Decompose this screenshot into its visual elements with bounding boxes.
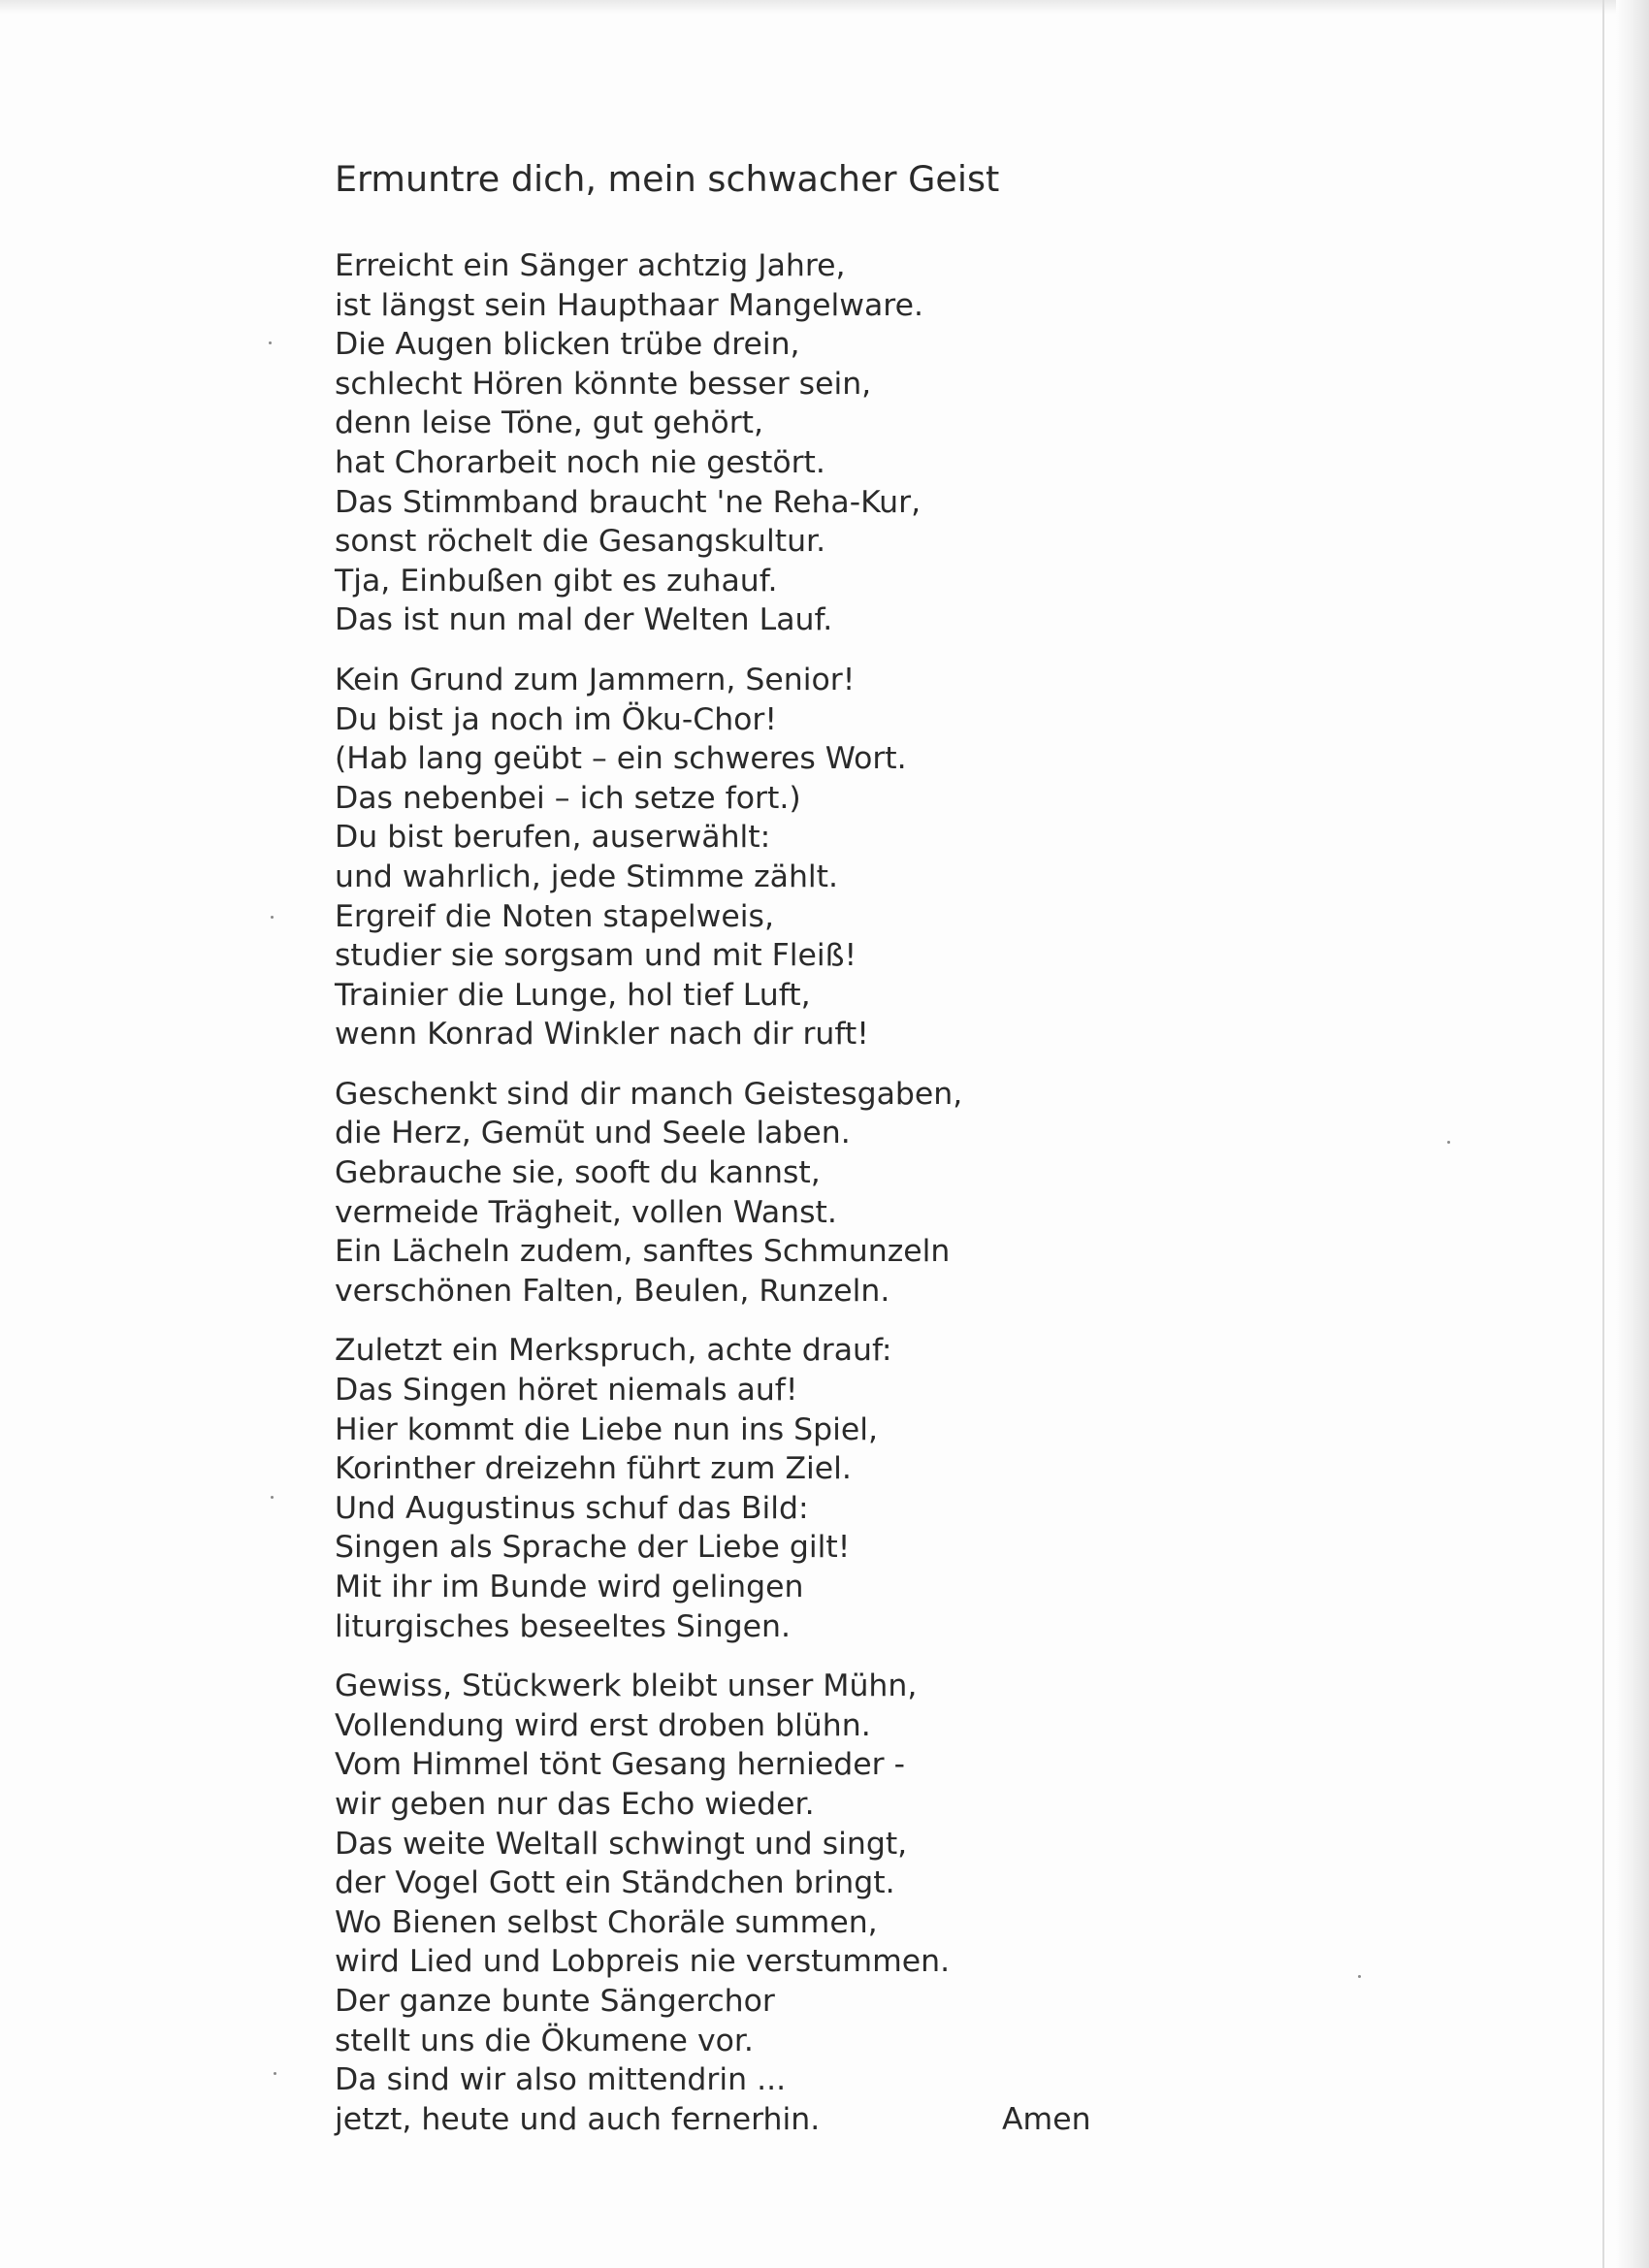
poem-line: vermeide Trägheit, vollen Wanst. <box>335 1194 837 1230</box>
poem-line: verschönen Falten, Beulen, Runzeln. <box>335 1273 890 1309</box>
poem-line: Das Singen höret niemals auf! <box>335 1373 798 1409</box>
poem-line: Da sind wir also mittendrin ... <box>335 2062 787 2098</box>
poem-line: Die Augen blicken trübe drein, <box>335 327 800 363</box>
poem-line: Gebrauche sie, sooft du kannst, <box>335 1155 821 1191</box>
poem-line: Du bist berufen, auserwählt: <box>335 820 771 856</box>
poem-title: Ermuntre dich, mein schwacher Geist <box>335 158 1000 200</box>
poem-line: schlecht Hören könnte besser sein, <box>335 366 872 402</box>
poem-line: Tja, Einbußen gibt es zuhauf. <box>335 563 778 599</box>
poem-line: Vollendung wird erst droben blühn. <box>335 1707 871 1743</box>
poem-line: Geschenkt sind dir manch Geistesgaben, <box>335 1076 963 1112</box>
scan-speck <box>274 2072 276 2075</box>
poem-line: wir geben nur das Echo wieder. <box>335 1786 815 1822</box>
poem-line: Du bist ja noch im Öku-Chor! <box>335 701 778 737</box>
poem-line: sonst röchelt die Gesangskultur. <box>335 524 826 560</box>
stanza <box>335 1331 1208 1646</box>
scan-edge-line <box>1602 0 1604 2268</box>
poem-line: stellt uns die Ökumene vor. <box>335 2023 754 2058</box>
poem-line: und wahrlich, jede Stimme zählt. <box>335 859 839 894</box>
poem-line: Und Augustinus schuf das Bild: <box>335 1490 809 1526</box>
scan-speck <box>269 341 272 344</box>
poem-line: Korinther dreizehn führt zum Ziel. <box>335 1451 852 1487</box>
poem-line: Das Stimmband braucht 'ne Reha-Kur, <box>335 484 922 520</box>
poem-line: Das weite Weltall schwingt und singt, <box>335 1826 908 1862</box>
scan-speck <box>1358 1975 1361 1978</box>
poem-line: jetzt, heute und auch fernerhin. <box>335 2101 821 2137</box>
stanza <box>335 661 1208 1054</box>
poem-line: hat Chorarbeit noch nie gestört. <box>335 444 825 480</box>
stanza <box>335 1075 1208 1312</box>
closing-amen: Amen <box>1002 2101 1091 2137</box>
poem-line: studier sie sorgsam und mit Fleiß! <box>335 938 857 974</box>
poem-line: Gewiss, Stückwerk bleibt unser Mühn, <box>335 1669 918 1704</box>
poem-line: liturgisches beseeltes Singen. <box>335 1608 791 1644</box>
poem-line: Das nebenbei – ich setze fort.) <box>335 780 801 816</box>
poem-line: (Hab lang geübt – ein schweres Wort. <box>335 741 907 777</box>
scan-speck <box>1447 1141 1450 1144</box>
final-line-row <box>335 2100 1208 2140</box>
poem-line: die Herz, Gemüt und Seele laben. <box>335 1116 851 1151</box>
poem-line: Vom Himmel tönt Gesang hernieder - <box>335 1747 905 1783</box>
poem-line: Trainier die Lunge, hol tief Luft, <box>335 977 811 1013</box>
poem <box>335 155 1208 2159</box>
poem-line: Hier kommt die Liebe nun ins Spiel, <box>335 1411 879 1447</box>
poem-line: Der ganze bunte Sängerchor <box>335 1983 775 2019</box>
scan-edge-right <box>1616 0 1649 2268</box>
poem-line: Kein Grund zum Jammern, Senior! <box>335 662 856 697</box>
scan-speck <box>271 916 274 919</box>
poem-line: Ein Lächeln zudem, sanftes Schmunzeln <box>335 1234 951 1270</box>
scan-speck <box>271 1496 274 1499</box>
poem-line: wenn Konrad Winkler nach dir ruft! <box>335 1017 869 1053</box>
poem-line: der Vogel Gott ein Ständchen bringt. <box>335 1865 895 1901</box>
poem-line: Zuletzt ein Merkspruch, achte drauf: <box>335 1333 892 1369</box>
poem-line: wird Lied und Lobpreis nie verstummen. <box>335 1944 951 1980</box>
poem-line: denn leise Töne, gut gehört, <box>335 405 764 441</box>
poem-line: Ergreif die Noten stapelweis, <box>335 898 774 934</box>
poem-line: Mit ihr im Bunde wird gelingen <box>335 1570 804 1604</box>
poem-line: Das ist nun mal der Welten Lauf. <box>335 602 833 638</box>
scan-edge-top <box>0 0 1649 14</box>
stanza <box>335 246 1208 640</box>
poem-line: Erreicht ein Sänger achtzig Jahre, <box>335 248 846 283</box>
poem-line: ist längst sein Haupthaar Mangelware. <box>335 287 923 323</box>
poem-line: Singen als Sprache der Liebe gilt! <box>335 1530 851 1566</box>
poem-line: Wo Bienen selbst Choräle summen, <box>335 1904 878 1940</box>
stanza <box>335 1667 1208 2139</box>
